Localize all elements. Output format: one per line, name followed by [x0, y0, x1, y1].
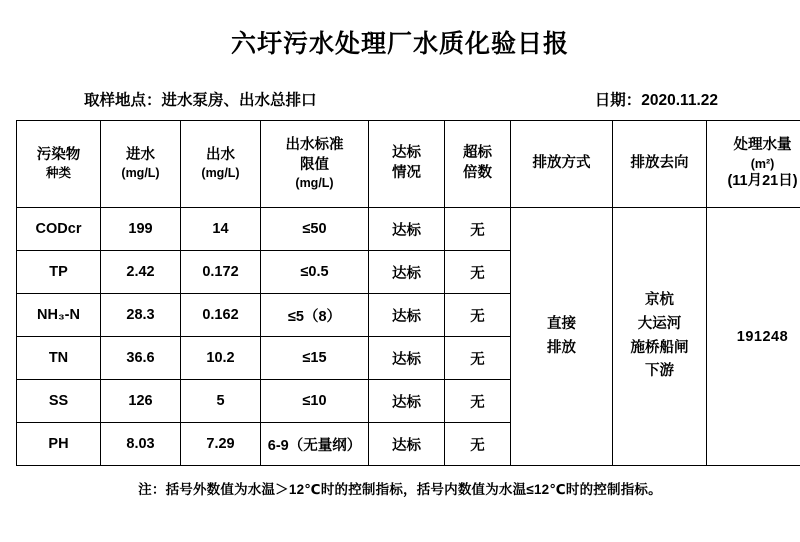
page-title: 六圩污水处理厂水质化验日报: [16, 24, 784, 60]
cell-discharge-destination: [613, 208, 707, 466]
header-discharge-destination: 排放去向: [613, 121, 707, 208]
discharge-mode-line1: 直接: [511, 313, 612, 337]
header-volume-line1: 处理水量: [734, 137, 792, 153]
cell-standard: ≤50: [261, 208, 369, 251]
header-exceed-line2: 倍数: [445, 164, 510, 184]
header-inflow-line1: 进水: [126, 147, 155, 163]
cell-standard: ≤5（8）: [261, 294, 369, 337]
cell-inflow: 2.42: [101, 251, 181, 294]
header-inflow-unit: (mg/L): [101, 165, 180, 182]
header-compliance: [369, 121, 445, 208]
cell-compliance: 达标: [369, 337, 445, 380]
header-outflow-line1: 出水: [206, 147, 235, 163]
cell-discharge-mode: [511, 208, 613, 466]
cell-standard: ≤0.5: [261, 251, 369, 294]
cell-compliance: 达标: [369, 294, 445, 337]
cell-pollutant-name: NH₃-N: [17, 294, 101, 337]
cell-compliance: 达标: [369, 380, 445, 423]
cell-standard: 6-9（无量纲）: [261, 423, 369, 466]
cell-standard: ≤10: [261, 380, 369, 423]
cell-inflow: 126: [101, 380, 181, 423]
header-standard-unit: (mg/L): [261, 175, 368, 192]
table-footnote: 注：括号外数值为水温＞12℃时的控制指标，括号内数值为水温≤12℃时的控制指标。: [16, 478, 784, 498]
header-outflow: [181, 121, 261, 208]
cell-pollutant-name: TN: [17, 337, 101, 380]
discharge-dest-line2: 大运河: [613, 313, 706, 337]
table-row: [17, 208, 800, 251]
cell-exceed: 无: [445, 208, 511, 251]
header-pollutant-line1: 污染物: [37, 147, 81, 163]
cell-exceed: 无: [445, 423, 511, 466]
cell-outflow: 14: [181, 208, 261, 251]
cell-outflow: 7.29: [181, 423, 261, 466]
water-quality-table: [16, 120, 800, 466]
header-standard-line2: 限值: [261, 156, 368, 176]
cell-exceed: 无: [445, 294, 511, 337]
cell-outflow: 10.2: [181, 337, 261, 380]
cell-compliance: 达标: [369, 423, 445, 466]
discharge-dest-line1: 京杭: [613, 289, 706, 313]
cell-inflow: 36.6: [101, 337, 181, 380]
discharge-dest-line4: 下游: [613, 360, 706, 384]
cell-outflow: 0.172: [181, 251, 261, 294]
report-date: 日期：2020.11.22: [595, 88, 718, 110]
cell-pollutant-name: SS: [17, 380, 101, 423]
cell-pollutant-name: TP: [17, 251, 101, 294]
cell-exceed: 无: [445, 380, 511, 423]
header-standard-line1: 出水标准: [286, 137, 344, 153]
header-compliance-line1: 达标: [392, 145, 421, 161]
table-header-row: [17, 121, 800, 208]
header-volume: [707, 121, 800, 208]
cell-pollutant-name: PH: [17, 423, 101, 466]
discharge-mode-line2: 排放: [511, 337, 612, 361]
header-compliance-line2: 情况: [369, 164, 444, 184]
header-exceed-line1: 超标: [463, 145, 492, 161]
header-inflow: [101, 121, 181, 208]
cell-outflow: 5: [181, 380, 261, 423]
header-outflow-unit: (mg/L): [181, 165, 260, 182]
sampling-location: 取样地点：进水泵房、出水总排口: [84, 88, 317, 110]
header-pollutant: [17, 121, 101, 208]
cell-outflow: 0.162: [181, 294, 261, 337]
meta-row: [16, 88, 784, 110]
header-exceed: [445, 121, 511, 208]
discharge-dest-line3: 施桥船闸: [613, 337, 706, 361]
header-discharge-mode: 排放方式: [511, 121, 613, 208]
cell-inflow: 8.03: [101, 423, 181, 466]
cell-treated-volume: 191248: [707, 208, 800, 466]
header-volume-date: (11月21日): [707, 172, 800, 192]
header-standard: [261, 121, 369, 208]
cell-pollutant-name: CODcr: [17, 208, 101, 251]
cell-standard: ≤15: [261, 337, 369, 380]
cell-exceed: 无: [445, 337, 511, 380]
header-pollutant-line2: 种类: [17, 165, 100, 182]
cell-inflow: 199: [101, 208, 181, 251]
header-volume-unit: (m²): [707, 156, 800, 173]
report-page: [0, 24, 800, 542]
cell-compliance: 达标: [369, 251, 445, 294]
cell-inflow: 28.3: [101, 294, 181, 337]
cell-exceed: 无: [445, 251, 511, 294]
cell-compliance: 达标: [369, 208, 445, 251]
